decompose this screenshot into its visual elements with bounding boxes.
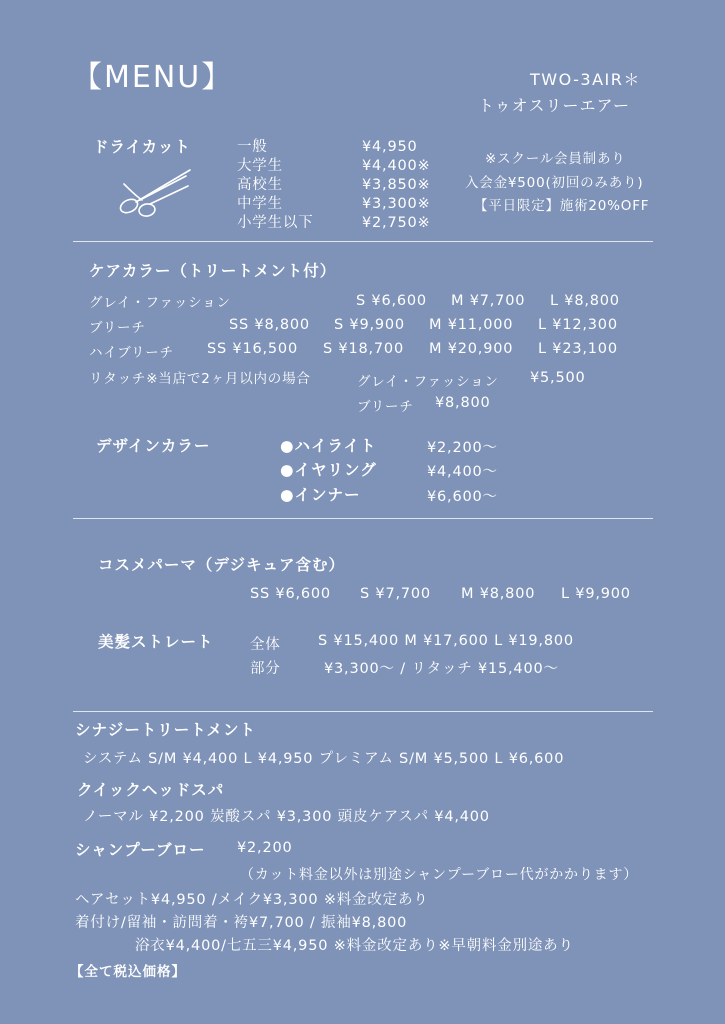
retouch-gray-price: ¥5,500 [530, 370, 586, 386]
price-s: S ¥18,700 [323, 341, 404, 357]
retouch-bleach-price: ¥8,800 [435, 395, 491, 411]
treatment-prices: システム S/M ¥4,400 L ¥4,950 プレミアム S/M ¥5,500 L ¥6,600 [83, 751, 565, 767]
shop-name-kana: トゥオスリーエアー [478, 96, 630, 115]
straight-part-label: 部分 [250, 661, 281, 677]
design-color-item: ●イヤリング [280, 461, 377, 479]
price-ss: SS ¥16,500 [207, 341, 298, 357]
price-s: S ¥7,700 [360, 586, 431, 602]
perm-title: コスメパーマ（デジキュア含む） [98, 556, 346, 574]
divider [73, 518, 653, 519]
retouch-label: リタッチ※当店で2ヶ月以内の場合 [89, 371, 311, 387]
care-color-title: ケアカラー（トリートメント付） [89, 262, 337, 280]
scissors-icon [112, 166, 194, 222]
care-color-row-label: グレイ・ファッション [89, 295, 231, 311]
price-m: M ¥7,700 [451, 293, 526, 309]
shampoo-title: シャンプーブロー [75, 841, 206, 859]
straight-title: 美髪ストレート [98, 633, 214, 651]
retouch-gray-label: グレイ・ファッション [357, 374, 499, 390]
head-spa-title: クイックヘッドスパ [77, 781, 225, 799]
dry-cut-label: 中学生 [237, 196, 283, 212]
price-m: M ¥20,900 [429, 341, 514, 357]
straight-part-prices: ¥3,300〜 / リタッチ ¥15,400〜 [324, 661, 559, 677]
price-l: L ¥9,900 [561, 586, 631, 602]
price-m: M ¥11,000 [429, 317, 514, 333]
other-services: 浴衣¥4,400/七五三¥4,950 ※料金改定あり※早朝料金別途あり [135, 938, 574, 954]
retouch-bleach-label: ブリーチ [357, 399, 414, 415]
price-l: L ¥12,300 [538, 317, 618, 333]
shampoo-note: （カット料金以外は別途シャンプーブロー代がかかります） [240, 867, 639, 883]
dry-cut-note: 入会金¥500(初回のみあり) [465, 175, 644, 191]
price-s: S ¥9,900 [334, 317, 405, 333]
price-l: L ¥8,800 [550, 293, 620, 309]
dry-cut-label: 大学生 [237, 158, 283, 174]
dry-cut-title: ドライカット [93, 138, 191, 156]
price-m: M ¥8,800 [461, 586, 536, 602]
divider [73, 241, 653, 242]
dry-cut-label: 一般 [237, 139, 268, 155]
care-color-row-label: ブリーチ [89, 320, 146, 336]
shop-name-en: TWO-3AIR＊ [530, 70, 641, 89]
treatment-title: シナジートリートメント [75, 721, 257, 739]
dry-cut-price: ¥4,400※ [362, 158, 431, 174]
dry-cut-label: 小学生以下 [237, 215, 314, 231]
design-color-price: ¥6,600〜 [427, 489, 498, 505]
divider [73, 711, 653, 712]
dry-cut-label: 高校生 [237, 177, 283, 193]
price-l: L ¥23,100 [538, 341, 618, 357]
care-color-row-label: ハイブリーチ [89, 345, 174, 361]
dry-cut-price: ¥2,750※ [362, 215, 431, 231]
page-title: 【MENU】 [72, 60, 234, 95]
other-services: ヘアセット¥4,950 /メイク¥3,300 ※料金改定あり [75, 892, 429, 908]
price-ss: SS ¥8,800 [229, 317, 310, 333]
design-color-item: ●インナー [280, 486, 361, 504]
dry-cut-note: 【平日限定】施術20%OFF [474, 198, 650, 214]
price-ss: SS ¥6,600 [250, 586, 331, 602]
design-color-price: ¥4,400〜 [427, 464, 498, 480]
design-color-item: ●ハイライト [280, 437, 377, 455]
head-spa-prices: ノーマル ¥2,200 炭酸スパ ¥3,300 頭皮ケアスパ ¥4,400 [83, 809, 490, 825]
dry-cut-price: ¥3,300※ [362, 196, 431, 212]
straight-whole-prices: S ¥15,400 M ¥17,600 L ¥19,800 [318, 633, 574, 649]
straight-whole-label: 全体 [250, 637, 281, 653]
price-s: S ¥6,600 [356, 293, 427, 309]
dry-cut-price: ¥3,850※ [362, 177, 431, 193]
shampoo-price: ¥2,200 [237, 840, 293, 856]
dry-cut-price: ¥4,950 [362, 139, 418, 155]
design-color-title: デザインカラー [96, 437, 211, 455]
tax-note: 【全て税込価格】 [70, 964, 186, 980]
other-services: 着付け/留袖・訪問着・袴¥7,700 / 振袖¥8,800 [75, 915, 408, 931]
design-color-price: ¥2,200〜 [427, 440, 498, 456]
dry-cut-note: ※スクール会員制あり [485, 151, 626, 167]
